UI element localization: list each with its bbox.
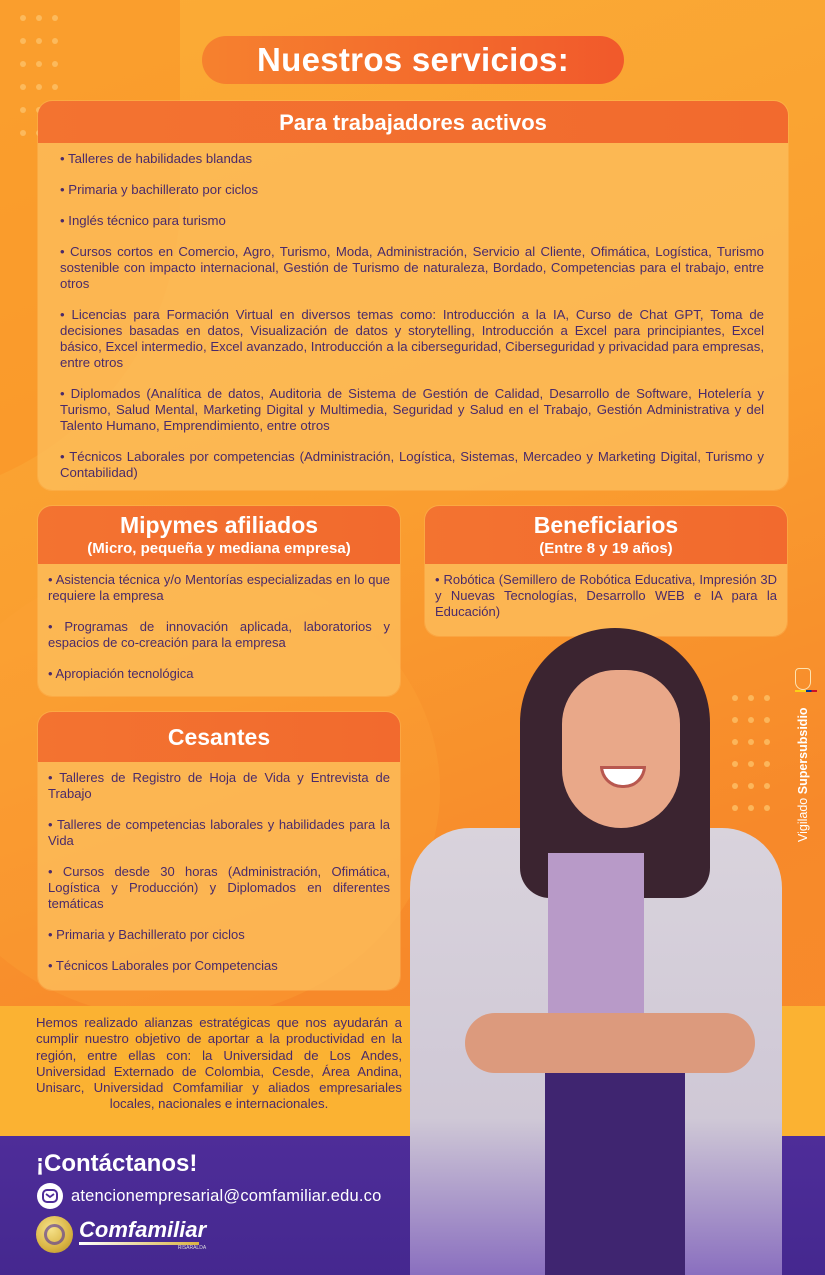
card-title: Para trabajadores activos xyxy=(38,101,788,143)
photo-part xyxy=(548,853,644,1033)
list-item: • Apropiación tecnológica xyxy=(48,666,194,681)
card-subtitle: (Entre 8 y 19 años) xyxy=(539,540,673,557)
email-row[interactable] xyxy=(37,1183,382,1209)
list-item: • Diplomados (Analítica de datos, Auditoria de Sistema de Gestión de Calidad, Desarrollo de Software, Hotelería y Turismo, Salud Mental, Marketing Digital y Multimedia, Seguridad y Salud en el Trabajo, Gestión Administrativa y del Talento Humano, Emprendimiento, entre otros xyxy=(60,386,764,433)
list-item: • Primaria y Bachillerato por ciclos xyxy=(48,927,245,942)
list-item: • Licencias para Formación Virtual en diversos temas como: Introducción a la IA, Curso de Chat GPT, Toma de decisiones basadas en datos, Visualización de datos y storytelling, Introducción a Excel para principiantes, Excel básico, Excel intermedio, Excel avanzado, Introducción a la ciberseguridad, Ciberseguridad y privacidad para empresas, entre otros xyxy=(60,307,764,370)
list-item: • Talleres de competencias laborales y habilidades para la Vida xyxy=(48,817,390,848)
list-item: • Robótica (Semillero de Robótica Educativa, Impresión 3D y Nuevas Tecnologías, Desarrollo WEB e IA para la Educación) xyxy=(435,572,777,619)
colombia-shield-icon xyxy=(795,668,811,690)
logo-wordmark xyxy=(79,1216,207,1251)
comfamiliar-logo xyxy=(36,1216,206,1253)
service-list xyxy=(38,762,400,982)
card-title: Cesantes xyxy=(38,712,400,762)
woman-photo xyxy=(410,628,782,1275)
brand-name: Comfamiliar xyxy=(79,1216,207,1242)
service-list xyxy=(38,143,788,489)
list-item: • Cursos cortos en Comercio, Agro, Turismo, Moda, Administración, Servicio al Cliente, Ofimática, Logística, Turismo sostenible con impacto internacional, Gestión de Turismo de naturaleza, Bordado, Competencias para el trabajo, entre otros xyxy=(60,244,764,291)
vigilado-supersubsidio xyxy=(796,707,810,842)
mail-icon xyxy=(37,1183,63,1209)
list-item: • Primaria y bachillerato por ciclos xyxy=(60,182,259,197)
decorative-dots xyxy=(732,695,770,811)
email-link[interactable]: atencionempresarial@comfamiliar.edu.co xyxy=(71,1186,382,1205)
card-trabajadores-activos xyxy=(38,101,788,490)
photo-part xyxy=(465,1013,755,1073)
alliances-text: Hemos realizado alianzas estratégicas que nos ayudarán a cumplir nuestro objetivo de aportar a la productividad en la región, entre ellas con: la Universidad de Los Andes, Universidad Externado de Colombia, Cesde, Área Andina, Unisarc, Universidad Comfamiliar y aliados empresariales locales, nacionales e internacionales. xyxy=(36,1015,402,1112)
service-list xyxy=(425,564,787,628)
page-title: Nuestros servicios: xyxy=(202,36,624,84)
list-item: • Asistencia técnica y/o Mentorías especializadas en lo que requiere la empresa xyxy=(48,572,390,603)
card-title: Beneficiarios xyxy=(533,512,679,538)
service-list xyxy=(38,564,400,690)
list-item: • Cursos desde 30 horas (Administración, Ofimática, Logística y Producción) y Diplomados en diferentes temáticas xyxy=(48,864,390,911)
contact-title: ¡Contáctanos! xyxy=(36,1150,198,1177)
list-item: • Inglés técnico para turismo xyxy=(60,213,226,228)
photo-part xyxy=(545,1073,685,1275)
list-item: • Programas de innovación aplicada, laboratorios y espacios de co-creación para la empresa xyxy=(48,619,390,650)
card-header xyxy=(38,506,400,564)
card-header xyxy=(425,506,787,564)
card-title: Mipymes afiliados xyxy=(119,512,319,538)
photo-part xyxy=(562,670,680,828)
brand-sub: RISARALDA xyxy=(177,1244,207,1251)
vigilado-prefix: Vigilado xyxy=(796,794,810,842)
vigilado-entity: Supersubsidio xyxy=(796,707,810,795)
comfamiliar-logo-icon xyxy=(36,1216,73,1253)
card-subtitle: (Micro, pequeña y mediana empresa) xyxy=(87,540,351,557)
card-beneficiarios xyxy=(425,506,787,636)
colombia-flag-icon xyxy=(795,690,817,692)
card-mipymes-afiliados xyxy=(38,506,400,696)
list-item: • Técnicos Laborales por Competencias xyxy=(48,958,278,973)
list-item: • Técnicos Laborales por competencias (Administración, Logística, Sistemas, Mercadeo y Marketing Digital, Turismo y Contabilidad) xyxy=(60,449,764,480)
list-item: • Talleres de Registro de Hoja de Vida y Entrevista de Trabajo xyxy=(48,770,390,801)
card-cesantes xyxy=(38,712,400,990)
list-item: • Talleres de habilidades blandas xyxy=(60,151,253,166)
